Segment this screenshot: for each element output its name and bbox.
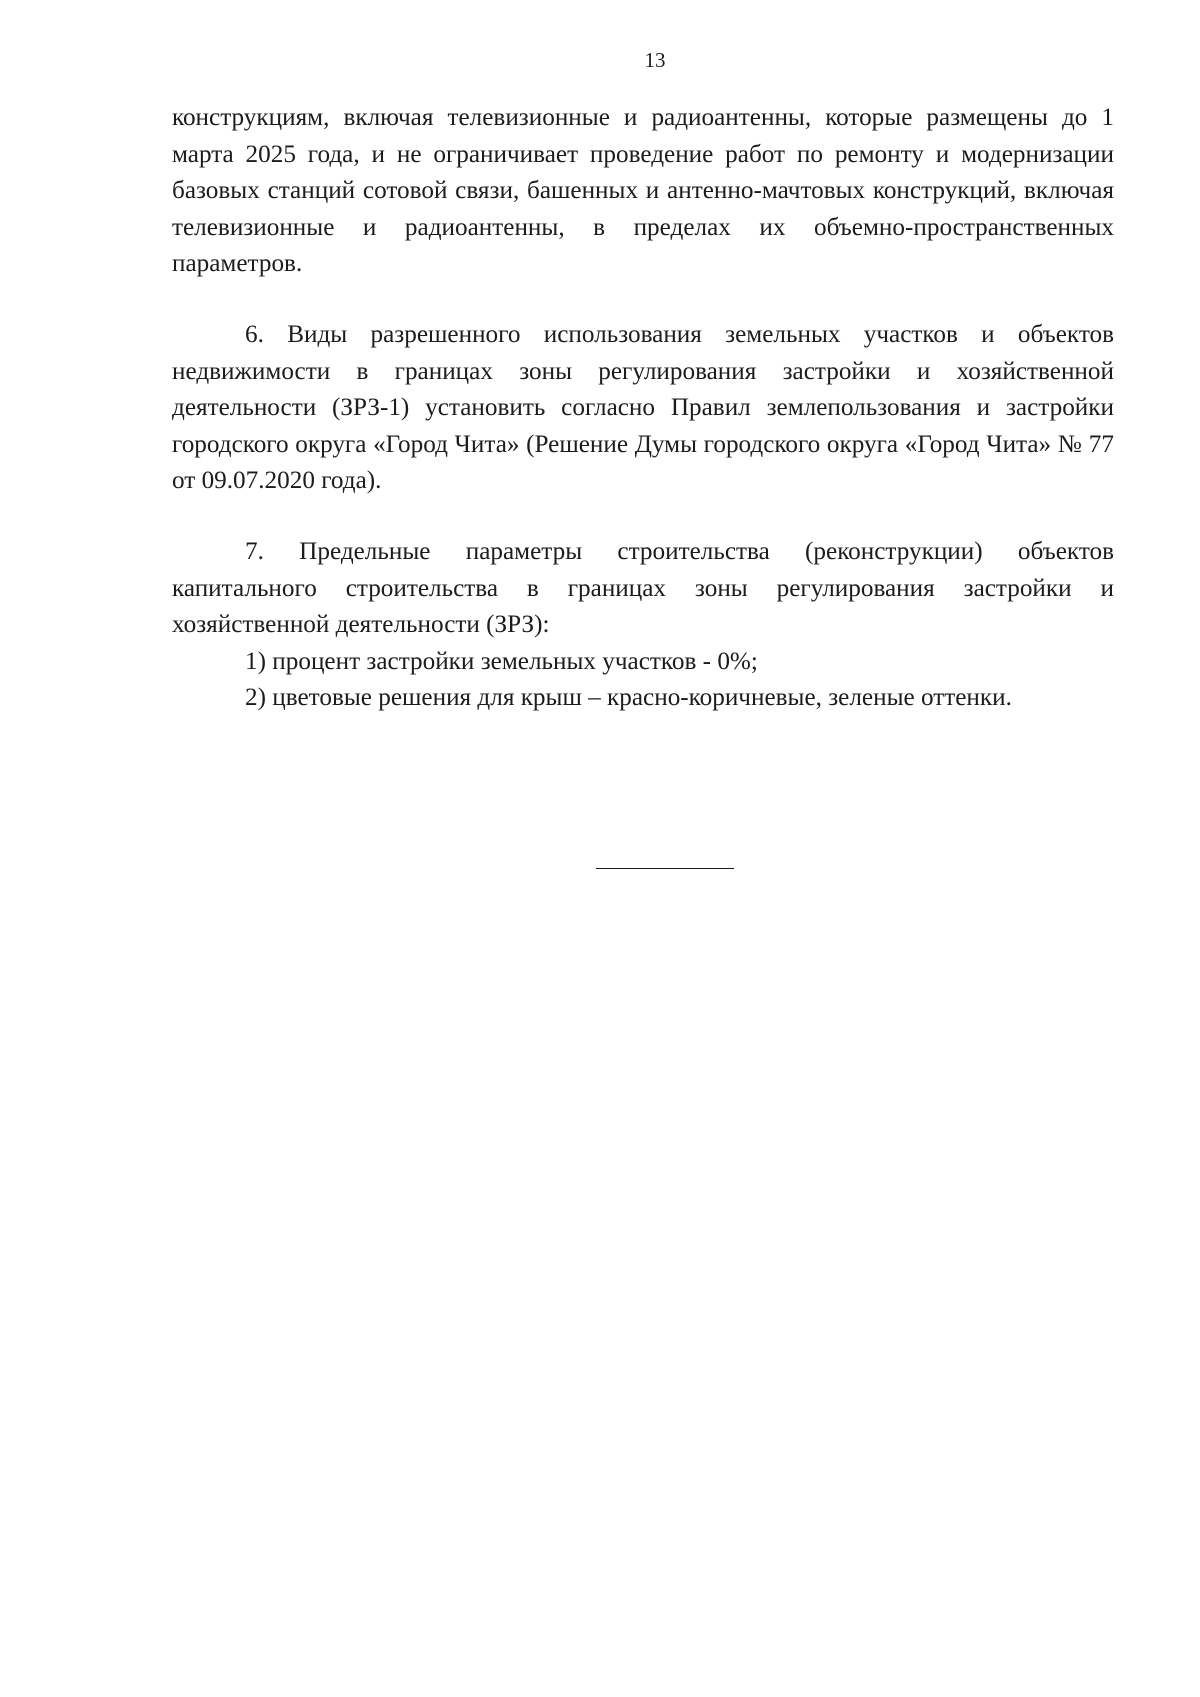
document-body: [172, 100, 1114, 717]
clause-7-item-2: 2) цветовые решения для крыш – красно-коричневые, зеленые оттенки.: [245, 684, 1012, 712]
clause-6-paragraph: 6. Виды разрешенного использования земельных участков и объектов недвижимости в границах зоны регулирования застройки и хозяйственной деятельности (ЗРЗ-1) установить согласно Правил землепользования и застройки городского округа «Город Чита» (Решение Думы городского округа «Город Чита» № 77 от 09.07.2020 года).: [172, 320, 1114, 495]
continuation-paragraph: конструкциям, включая телевизионные и радиоантенны, которые размещены до 1 марта 2025 года, и не ограничивает проведение работ по ремонту и модернизации базовых станций сотовой связи, башенных и антенно-мачтовых конструкций, включая телевизионные и радиоантенны, в пределах их объемно-пространственных параметров.: [172, 104, 1114, 278]
clause-7-paragraph: 7. Предельные параметры строительства (реконструкции) объектов капитального строительства в границах зоны регулирования застройки и хозяйственной деятельности (ЗРЗ):: [172, 537, 1114, 639]
page-number: 13: [644, 48, 666, 72]
end-of-document-rule: [596, 868, 734, 869]
clause-7-item-1: 1) процент застройки земельных участков - 0%;: [245, 647, 758, 675]
